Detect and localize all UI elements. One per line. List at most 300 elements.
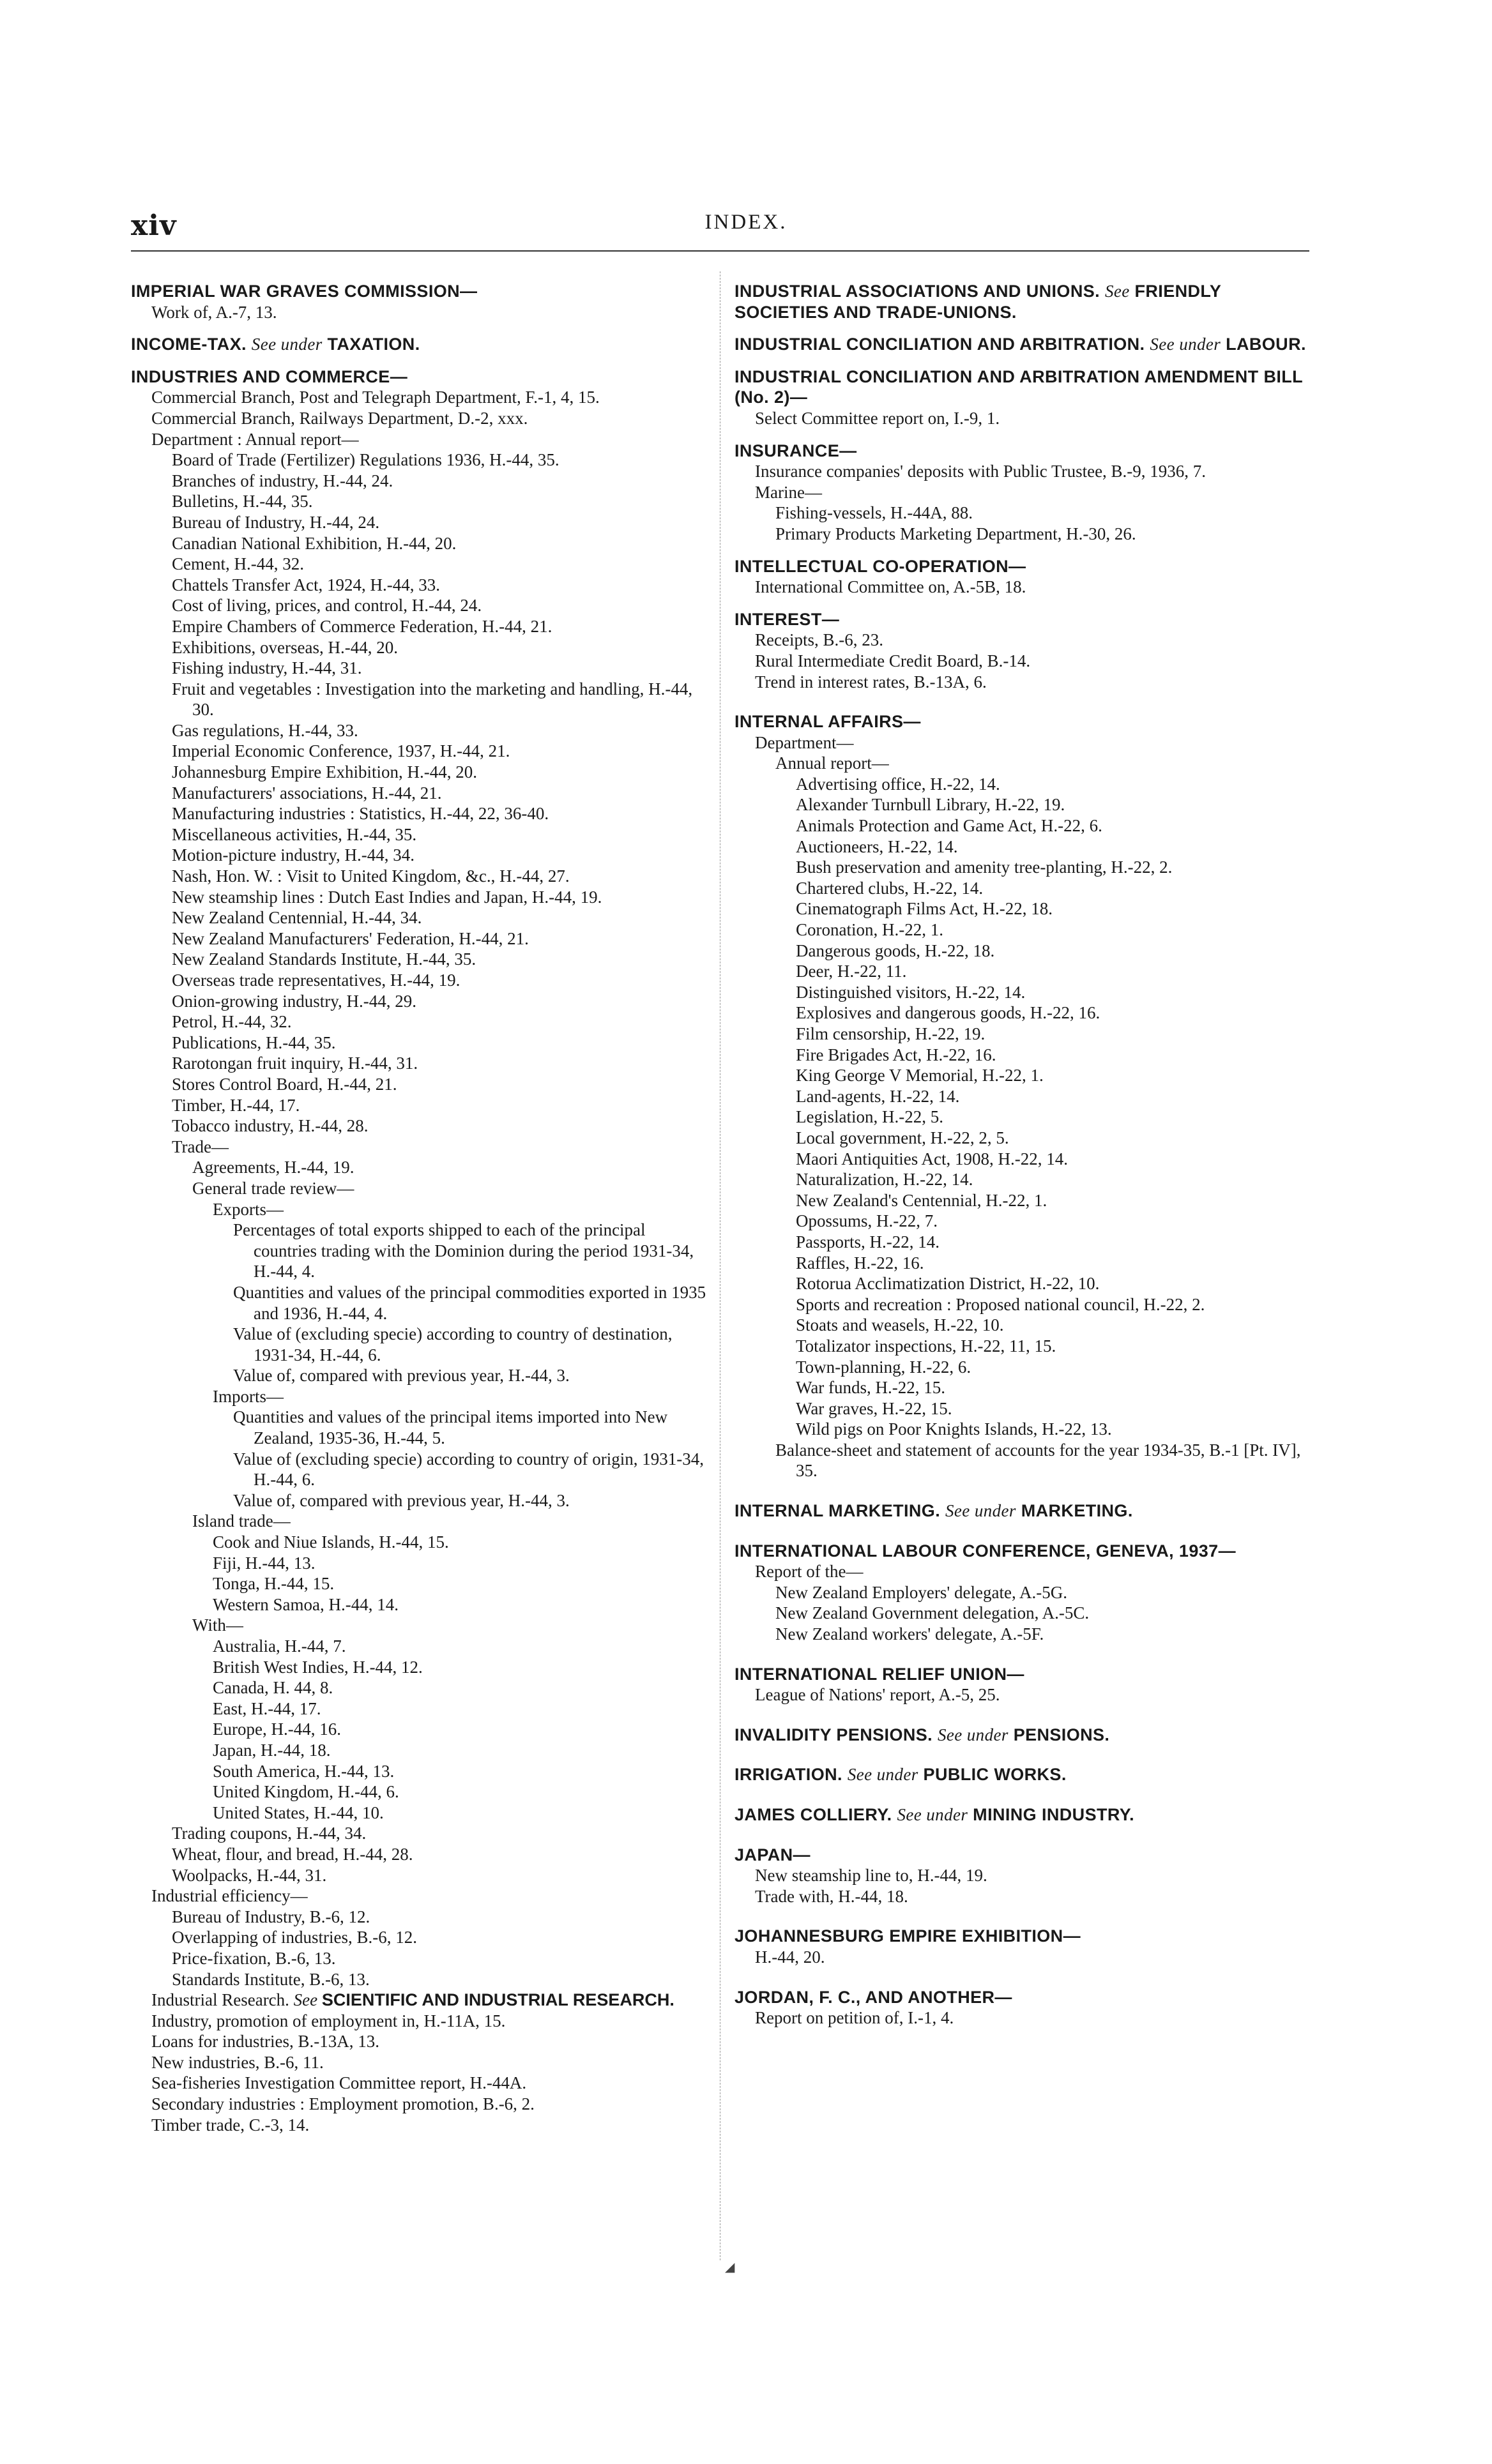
entry-text: Trading coupons, H.-44, 34. bbox=[172, 1824, 367, 1843]
index-heading bbox=[735, 1725, 1306, 1746]
entry-text: Manufacturers' associations, H.-44, 21. bbox=[172, 783, 442, 803]
entry-text: United States, H.-44, 10. bbox=[213, 1803, 384, 1822]
index-entry bbox=[131, 1553, 712, 1574]
index-entry bbox=[131, 1907, 712, 1928]
entry-text: Naturalization, H.-22, 14. bbox=[796, 1170, 973, 1190]
index-entry bbox=[131, 1698, 712, 1720]
index-entry bbox=[735, 1561, 1306, 1582]
entry-text: Auctioneers, H.-22, 14. bbox=[796, 836, 958, 856]
entry-text: Coronation, H.-22, 1. bbox=[796, 920, 943, 940]
index-entry bbox=[131, 824, 712, 845]
entry-text: Quantities and values of the principal items imported into New Zealand, 1935-36, H.-44, 5. bbox=[233, 1407, 668, 1448]
index-entry bbox=[735, 1149, 1306, 1170]
entry-text: Rural Intermediate Credit Board, B.-14. bbox=[755, 651, 1031, 670]
entry-text: Raffles, H.-22, 16. bbox=[796, 1253, 924, 1273]
index-entry bbox=[735, 408, 1306, 429]
entry-spacer bbox=[735, 1705, 1306, 1725]
entry-text: Gas regulations, H.-44, 33. bbox=[172, 720, 358, 740]
entry-text: Motion-picture industry, H.-44, 34. bbox=[172, 845, 415, 865]
entry-text: New Zealand's Centennial, H.-22, 1. bbox=[796, 1190, 1047, 1210]
index-entry bbox=[131, 991, 712, 1012]
entry-spacer bbox=[131, 322, 712, 334]
entry-text: Film censorship, H.-22, 19. bbox=[796, 1024, 986, 1043]
entry-text: Animals Protection and Game Act, H.-22, 6. bbox=[796, 816, 1102, 836]
index-entry bbox=[131, 803, 712, 824]
entry-text: Sea-fisheries Investigation Committee report, H.-44A. bbox=[151, 2073, 527, 2093]
entry-text: Dangerous goods, H.-22, 18. bbox=[796, 941, 995, 960]
entry-text: Imports— bbox=[213, 1386, 284, 1406]
index-heading bbox=[735, 1845, 1306, 1866]
heading-text: INDUSTRIAL ASSOCIATIONS AND UNIONS. bbox=[735, 282, 1100, 301]
entry-spacer bbox=[735, 1968, 1306, 1987]
entry-text: Exhibitions, overseas, H.-44, 20. bbox=[172, 637, 398, 657]
index-entry bbox=[131, 491, 712, 512]
entry-text: Trend in interest rates, B.-13A, 6. bbox=[755, 672, 987, 692]
index-entry bbox=[735, 672, 1306, 693]
entry-text: Timber trade, C.-3, 14. bbox=[151, 2115, 310, 2135]
entry-spacer bbox=[735, 322, 1306, 334]
see-also-reference: SCIENTIFIC AND INDUSTRIAL RESEARCH. bbox=[321, 1990, 674, 2010]
entry-text: Price-fixation, B.-6, 13. bbox=[172, 1948, 336, 1968]
see-also-label: See under bbox=[847, 1765, 918, 1785]
index-entry bbox=[735, 1232, 1306, 1253]
index-entry bbox=[131, 1740, 712, 1761]
see-also-reference: LABOUR. bbox=[1226, 335, 1306, 354]
index-heading bbox=[735, 334, 1306, 355]
index-heading bbox=[735, 609, 1306, 630]
index-entry bbox=[735, 482, 1306, 503]
index-entry bbox=[131, 1844, 712, 1865]
entry-text: Opossums, H.-22, 7. bbox=[796, 1211, 938, 1231]
entry-text: With— bbox=[192, 1615, 243, 1635]
index-column-right bbox=[735, 281, 1306, 2029]
entry-text: League of Nations' report, A.-5, 25. bbox=[755, 1685, 1000, 1705]
index-entry bbox=[735, 1045, 1306, 1066]
entry-text: Commercial Branch, Post and Telegraph Department, F.-1, 4, 15. bbox=[151, 388, 600, 407]
index-entry bbox=[131, 1761, 712, 1782]
entry-spacer bbox=[735, 1645, 1306, 1664]
index-entry bbox=[131, 637, 712, 658]
entry-text: New steamship line to, H.-44, 19. bbox=[755, 1866, 987, 1886]
index-entry bbox=[131, 1115, 712, 1137]
see-also-label: See under bbox=[945, 1501, 1016, 1521]
entry-text: Fruit and vegetables : Investigation into the marketing and handling, H.-44, 30. bbox=[172, 679, 693, 720]
entry-text: Maori Antiquities Act, 1908, H.-22, 14. bbox=[796, 1149, 1068, 1168]
entry-text: Exports— bbox=[213, 1199, 284, 1219]
heading-text: JORDAN, F. C., AND ANOTHER bbox=[735, 1987, 995, 2007]
entry-text: Land-agents, H.-22, 14. bbox=[796, 1086, 960, 1106]
entry-spacer bbox=[735, 1825, 1306, 1845]
index-entry bbox=[131, 1823, 712, 1844]
entry-text: Department : Annual report— bbox=[151, 429, 359, 449]
entry-text: Department— bbox=[755, 732, 854, 752]
entry-text: Nash, Hon. W. : Visit to United Kingdom, &c., H.-44, 27. bbox=[172, 866, 570, 886]
entry-text: H.-44, 20. bbox=[755, 1947, 825, 1967]
index-entry bbox=[131, 1886, 712, 1907]
entry-text: Marine— bbox=[755, 482, 822, 502]
index-entry bbox=[735, 1603, 1306, 1624]
index-entry bbox=[735, 524, 1306, 545]
index-entry bbox=[735, 1886, 1306, 1907]
index-heading bbox=[131, 281, 712, 302]
entry-text: Industrial efficiency— bbox=[151, 1886, 308, 1906]
heading-dash: — bbox=[1063, 1926, 1081, 1946]
index-entry bbox=[131, 1074, 712, 1095]
index-heading bbox=[735, 1664, 1306, 1685]
see-also-label: See under bbox=[897, 1805, 968, 1824]
index-entry bbox=[131, 1636, 712, 1657]
index-entry bbox=[131, 1969, 712, 1990]
index-entry bbox=[735, 2007, 1306, 2029]
entry-text: Report on petition of, I.-1, 4. bbox=[755, 2008, 954, 2028]
index-heading bbox=[735, 1764, 1306, 1785]
entry-text: War graves, H.-22, 15. bbox=[796, 1398, 952, 1418]
entry-text: Work of, A.-7, 13. bbox=[151, 302, 277, 322]
entry-text: Imperial Economic Conference, 1937, H.-44, 21. bbox=[172, 741, 510, 761]
see-also-reference: FRIENDLY SOCIETIES AND TRADE-UNIONS. bbox=[735, 282, 1221, 322]
see-also-label: See under bbox=[937, 1725, 1009, 1744]
index-entry bbox=[131, 387, 712, 408]
entry-text: Timber, H.-44, 17. bbox=[172, 1095, 300, 1115]
index-entry bbox=[131, 783, 712, 804]
heading-dash: — bbox=[1218, 1541, 1236, 1561]
index-entry bbox=[735, 1169, 1306, 1190]
entry-text: Bush preservation and amenity tree-planting, H.-22, 2. bbox=[796, 858, 1173, 877]
index-heading bbox=[735, 441, 1306, 462]
index-entry bbox=[735, 1357, 1306, 1378]
index-entry bbox=[735, 774, 1306, 795]
index-entry bbox=[131, 1948, 712, 1969]
entry-text: Petrol, H.-44, 32. bbox=[172, 1012, 292, 1032]
heading-text: IMPERIAL WAR GRAVES COMMISSION bbox=[131, 282, 461, 301]
see-also-label: See under bbox=[251, 335, 323, 354]
entry-text: Report of the— bbox=[755, 1562, 864, 1582]
entry-text: Cook and Niue Islands, H.-44, 15. bbox=[213, 1532, 449, 1552]
entry-text: Fishing industry, H.-44, 31. bbox=[172, 658, 362, 678]
index-entry bbox=[131, 741, 712, 762]
index-entry bbox=[131, 1282, 712, 1324]
entry-spacer bbox=[735, 1785, 1306, 1804]
index-entry bbox=[131, 1220, 712, 1282]
entry-text: Value of (excluding specie) according to country of destination, 1931-34, H.-44, 6. bbox=[233, 1324, 673, 1364]
index-entry bbox=[131, 512, 712, 533]
entry-text: Deer, H.-22, 11. bbox=[796, 962, 907, 981]
cross-reference-entry bbox=[131, 1990, 712, 2011]
heading-text: INDUSTRIAL CONCILIATION AND ARBITRATION AMENDMENT BILL (No. 2) bbox=[735, 367, 1303, 407]
entry-text: East, H.-44, 17. bbox=[213, 1698, 321, 1718]
index-entry bbox=[735, 503, 1306, 524]
heading-text: INTELLECTUAL CO-OPERATION bbox=[735, 556, 1009, 576]
index-entry bbox=[131, 2011, 712, 2032]
entry-text: Wheat, flour, and bread, H.-44, 28. bbox=[172, 1844, 413, 1864]
heading-text: INTERNAL MARKETING. bbox=[735, 1501, 941, 1521]
index-entry bbox=[131, 2031, 712, 2052]
index-entry bbox=[735, 898, 1306, 919]
heading-text: INTERNATIONAL LABOUR CONFERENCE, GENEVA, 1937 bbox=[735, 1541, 1219, 1561]
index-entry bbox=[735, 794, 1306, 815]
entry-text: Value of (excluding specie) according to country of origin, 1931-34, H.-44, 6. bbox=[233, 1449, 704, 1490]
index-entry bbox=[735, 630, 1306, 651]
index-entry bbox=[131, 1511, 712, 1532]
index-heading bbox=[735, 281, 1306, 322]
index-entry bbox=[131, 1178, 712, 1199]
entry-text: Balance-sheet and statement of accounts for the year 1934-35, B.-1 [Pt. IV], 35. bbox=[775, 1440, 1301, 1481]
index-heading bbox=[131, 367, 712, 388]
index-entry bbox=[131, 1865, 712, 1886]
heading-text: INDUSTRIES AND COMMERCE bbox=[131, 367, 390, 386]
see-also-reference: MINING INDUSTRY. bbox=[973, 1805, 1135, 1824]
index-entry bbox=[131, 471, 712, 492]
index-heading bbox=[735, 367, 1306, 408]
index-entry bbox=[735, 732, 1306, 753]
heading-dash: — bbox=[1007, 1664, 1024, 1684]
heading-text: INTERNATIONAL RELIEF UNION bbox=[735, 1664, 1007, 1684]
index-entry bbox=[735, 919, 1306, 941]
entry-spacer bbox=[735, 1481, 1306, 1500]
entry-spacer bbox=[735, 429, 1306, 441]
index-entry bbox=[131, 1032, 712, 1054]
index-entry bbox=[131, 408, 712, 429]
index-entry bbox=[735, 1398, 1306, 1419]
heading-dash: — bbox=[839, 441, 857, 460]
entry-text: Chartered clubs, H.-22, 14. bbox=[796, 878, 984, 898]
entry-text: Stores Control Board, H.-44, 21. bbox=[172, 1074, 397, 1094]
see-also-reference: PUBLIC WORKS. bbox=[923, 1765, 1067, 1785]
index-entry bbox=[131, 595, 712, 616]
index-entry bbox=[735, 815, 1306, 836]
see-also-label: See bbox=[293, 1990, 318, 2010]
heading-dash: — bbox=[903, 712, 921, 732]
index-entry bbox=[735, 1253, 1306, 1274]
entry-text: Commercial Branch, Railways Department, D.-2, xxx. bbox=[151, 408, 528, 428]
index-entry bbox=[735, 577, 1306, 598]
entry-text: Value of, compared with previous year, H.-44, 3. bbox=[233, 1366, 570, 1386]
entry-text: Distinguished visitors, H.-22, 14. bbox=[796, 982, 1026, 1002]
index-heading bbox=[735, 1500, 1306, 1522]
index-entry bbox=[131, 533, 712, 554]
entry-spacer bbox=[735, 1522, 1306, 1541]
entry-text: Legislation, H.-22, 5. bbox=[796, 1107, 943, 1127]
entry-text: Chattels Transfer Act, 1924, H.-44, 33. bbox=[172, 575, 440, 594]
index-entry bbox=[735, 1947, 1306, 1968]
entry-text: British West Indies, H.-44, 12. bbox=[213, 1657, 423, 1677]
index-entry bbox=[735, 1315, 1306, 1336]
entry-text: Bureau of Industry, H.-44, 24. bbox=[172, 512, 380, 532]
index-heading bbox=[735, 1987, 1306, 2008]
entry-spacer bbox=[131, 355, 712, 367]
entry-text: Totalizator inspections, H.-22, 11, 15. bbox=[796, 1336, 1056, 1356]
index-entry bbox=[131, 2052, 712, 2073]
index-heading bbox=[735, 1541, 1306, 1562]
heading-text: JOHANNESBURG EMPIRE EXHIBITION bbox=[735, 1926, 1063, 1946]
entry-text: Industry, promotion of employment in, H.-11A, 15. bbox=[151, 2011, 506, 2030]
index-entry bbox=[131, 429, 712, 450]
index-heading bbox=[735, 556, 1306, 577]
index-entry bbox=[131, 1719, 712, 1740]
index-entry bbox=[735, 836, 1306, 858]
entry-text: New industries, B.-6, 11. bbox=[151, 2052, 324, 2072]
index-entry bbox=[131, 1532, 712, 1553]
index-entry bbox=[131, 1677, 712, 1698]
index-entry bbox=[131, 554, 712, 575]
index-entry bbox=[131, 762, 712, 783]
index-entry bbox=[131, 1011, 712, 1032]
entry-text: Primary Products Marketing Department, H.-30, 26. bbox=[775, 524, 1136, 543]
entry-text: Bureau of Industry, B.-6, 12. bbox=[172, 1907, 370, 1926]
index-entry bbox=[131, 450, 712, 471]
entry-text: South America, H.-44, 13. bbox=[213, 1761, 395, 1781]
page-mark: ◢ bbox=[725, 2260, 735, 2274]
entry-spacer bbox=[735, 545, 1306, 556]
heading-dash: — bbox=[994, 1987, 1012, 2007]
entry-text: Manufacturing industries : Statistics, H.-44, 22, 36-40. bbox=[172, 804, 549, 824]
heading-text: JAMES COLLIERY. bbox=[735, 1805, 892, 1824]
index-entry bbox=[131, 907, 712, 928]
index-entry bbox=[735, 1107, 1306, 1128]
index-entry bbox=[735, 1684, 1306, 1705]
entry-text: Insurance companies' deposits with Public Trustee, B.-9, 1936, 7. bbox=[755, 462, 1207, 481]
entry-text: Passports, H.-22, 14. bbox=[796, 1232, 940, 1251]
index-entry bbox=[735, 1211, 1306, 1232]
index-entry bbox=[131, 1053, 712, 1074]
heading-text: IRRIGATION. bbox=[735, 1765, 842, 1785]
heading-text: INTERNAL AFFAIRS bbox=[735, 712, 904, 732]
heading-dash: — bbox=[821, 609, 840, 629]
entry-text: Branches of industry, H.-44, 24. bbox=[172, 471, 393, 490]
index-entry bbox=[131, 658, 712, 679]
entry-text: Explosives and dangerous goods, H.-22, 16. bbox=[796, 1003, 1100, 1023]
entry-text: Japan, H.-44, 18. bbox=[213, 1740, 331, 1760]
index-entry bbox=[131, 1573, 712, 1594]
index-entry bbox=[735, 1024, 1306, 1045]
see-also-reference: MARKETING. bbox=[1021, 1501, 1133, 1521]
entry-text: Island trade— bbox=[192, 1511, 291, 1531]
index-heading bbox=[735, 711, 1306, 732]
entry-text: Canadian National Exhibition, H.-44, 20. bbox=[172, 533, 457, 553]
heading-text: INTEREST bbox=[735, 609, 822, 629]
index-entry bbox=[131, 1490, 712, 1511]
entry-text: Value of, compared with previous year, H.-44, 3. bbox=[233, 1490, 570, 1510]
entry-text: Stoats and weasels, H.-22, 10. bbox=[796, 1315, 1004, 1335]
entry-text: Standards Institute, B.-6, 13. bbox=[172, 1969, 370, 1989]
index-entry bbox=[131, 720, 712, 741]
entry-text: Town-planning, H.-22, 6. bbox=[796, 1357, 971, 1377]
entry-spacer bbox=[735, 355, 1306, 367]
heading-dash: — bbox=[793, 1845, 811, 1864]
entry-text: Loans for industries, B.-13A, 13. bbox=[151, 2032, 379, 2052]
index-heading bbox=[131, 334, 712, 355]
entry-text: Wild pigs on Poor Knights Islands, H.-22, 13. bbox=[796, 1419, 1112, 1439]
index-entry bbox=[131, 1137, 712, 1158]
entry-text: Trade— bbox=[172, 1137, 229, 1156]
entry-text: New Zealand workers' delegate, A.-5F. bbox=[775, 1624, 1044, 1644]
entry-text: Cement, H.-44, 32. bbox=[172, 554, 304, 574]
header-rule bbox=[131, 250, 1309, 252]
entry-text: Woolpacks, H.-44, 31. bbox=[172, 1865, 327, 1885]
index-entry bbox=[131, 970, 712, 991]
index-entry bbox=[735, 1419, 1306, 1440]
heading-dash: — bbox=[789, 388, 808, 407]
index-entry bbox=[735, 982, 1306, 1003]
entry-text: New Zealand Government delegation, A.-5C. bbox=[775, 1603, 1090, 1623]
index-heading bbox=[735, 1804, 1306, 1825]
see-also-label: See under bbox=[1150, 335, 1221, 354]
index-entry bbox=[131, 887, 712, 908]
index-entry bbox=[735, 857, 1306, 878]
entry-text: Secondary industries : Employment promotion, B.-6, 2. bbox=[151, 2094, 535, 2114]
entry-text: Western Samoa, H.-44, 14. bbox=[213, 1594, 399, 1614]
index-entry bbox=[131, 1449, 712, 1490]
index-entry bbox=[735, 1624, 1306, 1645]
entry-text: Alexander Turnbull Library, H.-22, 19. bbox=[796, 795, 1065, 815]
index-entry bbox=[131, 949, 712, 970]
entry-text: Rotorua Acclimatization District, H.-22, 10. bbox=[796, 1274, 1100, 1294]
entry-text: Fishing-vessels, H.-44A, 88. bbox=[775, 503, 973, 523]
index-entry bbox=[131, 1803, 712, 1824]
entry-text: New Zealand Standards Institute, H.-44, 35. bbox=[172, 949, 476, 969]
entry-text: Australia, H.-44, 7. bbox=[213, 1636, 346, 1656]
index-entry bbox=[735, 1377, 1306, 1398]
page-title: INDEX. bbox=[704, 211, 788, 234]
index-entry bbox=[735, 753, 1306, 774]
see-also-label: See bbox=[1104, 282, 1130, 301]
entry-text: Percentages of total exports shipped to each of the principal countries trading with the Dominion during the period 1931-34, H.-44, 4. bbox=[233, 1220, 694, 1281]
index-entry bbox=[735, 1002, 1306, 1024]
entry-text: International Committee on, A.-5B, 18. bbox=[755, 577, 1026, 597]
entry-text: Onion-growing industry, H.-44, 29. bbox=[172, 991, 416, 1011]
page-number: xiv bbox=[131, 209, 177, 242]
index-entry bbox=[735, 1128, 1306, 1149]
see-also-reference: PENSIONS. bbox=[1013, 1725, 1110, 1744]
entry-text: Europe, H.-44, 16. bbox=[213, 1720, 341, 1739]
index-entry bbox=[735, 1865, 1306, 1886]
entry-text: Publications, H.-44, 35. bbox=[172, 1032, 336, 1052]
index-entry bbox=[131, 616, 712, 637]
entry-text: United Kingdom, H.-44, 6. bbox=[213, 1782, 399, 1802]
entry-text: War funds, H.-22, 15. bbox=[796, 1378, 946, 1398]
index-entry bbox=[131, 302, 712, 323]
heading-text: INVALIDITY PENSIONS. bbox=[735, 1725, 933, 1744]
index-entry bbox=[131, 1324, 712, 1365]
index-entry bbox=[735, 1190, 1306, 1211]
index-entry bbox=[131, 866, 712, 887]
entry-text: Local government, H.-22, 2, 5. bbox=[796, 1128, 1009, 1147]
entry-text: Tobacco industry, H.-44, 28. bbox=[172, 1116, 369, 1136]
index-entry bbox=[131, 1657, 712, 1678]
entry-text: Canada, H. 44, 8. bbox=[213, 1678, 333, 1698]
index-entry bbox=[735, 1086, 1306, 1107]
heading-text: JAPAN bbox=[735, 1845, 793, 1864]
entry-text: Overseas trade representatives, H.-44, 19. bbox=[172, 971, 461, 990]
index-entry bbox=[131, 1199, 712, 1220]
entry-text: Fire Brigades Act, H.-22, 16. bbox=[796, 1045, 996, 1064]
entry-text: Agreements, H.-44, 19. bbox=[192, 1158, 354, 1177]
index-entry bbox=[735, 1440, 1306, 1481]
entry-text: Miscellaneous activities, H.-44, 35. bbox=[172, 824, 417, 844]
entry-spacer bbox=[735, 1907, 1306, 1926]
entry-text: Empire Chambers of Commerce Federation, H.-44, 21. bbox=[172, 616, 552, 636]
see-also-reference: TAXATION. bbox=[327, 335, 420, 354]
entry-text: Advertising office, H.-22, 14. bbox=[796, 774, 1000, 794]
index-entry bbox=[131, 575, 712, 596]
index-entry bbox=[131, 1095, 712, 1116]
entry-text: Johannesburg Empire Exhibition, H.-44, 20. bbox=[172, 762, 477, 782]
index-entry bbox=[131, 1781, 712, 1803]
entry-text: King George V Memorial, H.-22, 1. bbox=[796, 1066, 1044, 1085]
entry-text: Bulletins, H.-44, 35. bbox=[172, 492, 313, 511]
index-entry bbox=[131, 1594, 712, 1615]
entry-text: New steamship lines : Dutch East Indies and Japan, H.-44, 19. bbox=[172, 887, 602, 907]
